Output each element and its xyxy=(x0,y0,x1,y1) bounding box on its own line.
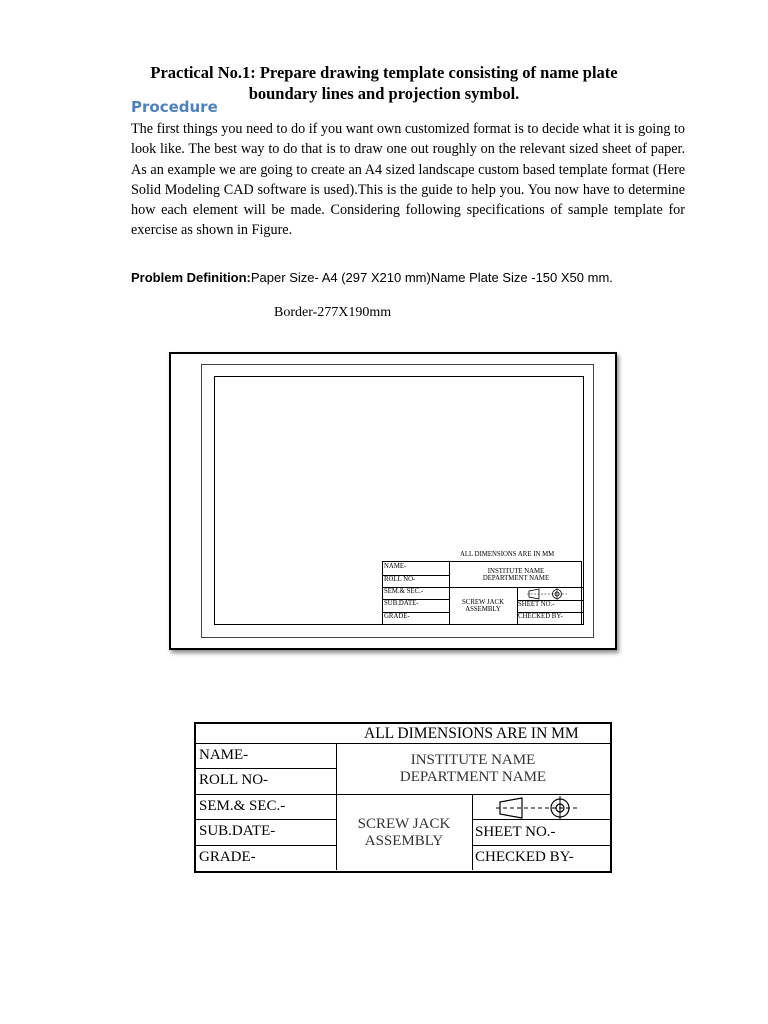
np-line xyxy=(196,819,336,820)
title-line-2: boundary lines and projection symbol. xyxy=(248,84,520,103)
border-spec: Border-277X190mm xyxy=(274,305,392,320)
np-line xyxy=(472,819,610,820)
small-np-checked: CHECKED BY- xyxy=(518,613,563,620)
np-line xyxy=(196,768,336,769)
small-np-assembly-2: ASSEMBLY xyxy=(465,606,501,613)
small-name-plate xyxy=(382,549,582,625)
procedure-paragraph: The first things you need to do if you want own customized format is to decide what it is going to look like. The best way to do that is to draw one out roughly on the relevant sized sheet of paper. As an example we are going to create an A4 sized landscape custom based template format (Here Solid Modeling CAD software is used).This is the guide to help you. You now have to determine how each element will be made. Considering following specifications of sample template for exercise as shown in Figure. xyxy=(131,121,686,239)
title-line-1: Practical No.1: Prepare drawing template consisting of name plate xyxy=(150,63,618,82)
first-angle-projection-icon xyxy=(527,588,567,600)
small-np-assembly-1: SCREW JACK xyxy=(462,599,504,606)
np-checked: CHECKED BY- xyxy=(475,849,574,865)
np-department: DEPARTMENT NAME xyxy=(399,769,547,785)
np-roll: ROLL NO- xyxy=(199,772,269,788)
np-line xyxy=(196,794,610,795)
small-np-roll: ROLL NO- xyxy=(384,576,416,583)
problem-definition xyxy=(131,270,613,285)
np-subdate: SUB.DATE- xyxy=(199,823,276,839)
np-assembly-block xyxy=(336,796,472,870)
small-np-header: ALL DIMENSIONS ARE IN MM xyxy=(460,551,555,558)
np-divider xyxy=(472,794,473,870)
problem-label: Problem Definition: xyxy=(131,270,251,285)
small-np-sheet: SHEET NO.- xyxy=(518,601,555,608)
np-line xyxy=(196,845,336,846)
small-np-frame xyxy=(382,561,582,625)
small-np-name: NAME- xyxy=(384,563,407,570)
small-np-institute: INSTITUTE NAME xyxy=(487,568,545,575)
small-np-sem: SEM.& SEC.- xyxy=(384,588,424,595)
small-np-subdate: SUB.DATE- xyxy=(384,600,419,607)
np-sem: SEM.& SEC.- xyxy=(199,798,286,814)
np-assembly-1: SCREW JACK xyxy=(357,816,451,832)
np-header: ALL DIMENSIONS ARE IN MM xyxy=(364,725,579,742)
page-title xyxy=(0,62,768,104)
small-np-institute-block xyxy=(449,563,583,587)
small-np-assembly-block xyxy=(449,587,517,625)
first-angle-projection-icon xyxy=(496,796,580,820)
procedure-heading: Procedure xyxy=(131,98,218,116)
np-grade: GRADE- xyxy=(199,849,256,865)
np-name: NAME- xyxy=(199,747,249,763)
np-institute-block xyxy=(336,748,610,790)
small-np-grade: GRADE- xyxy=(384,613,410,620)
sheet-figure xyxy=(169,352,617,650)
small-np-department: DEPARTMENT NAME xyxy=(482,575,550,582)
np-sheet: SHEET NO.- xyxy=(475,824,556,840)
np-line xyxy=(472,845,610,846)
name-plate xyxy=(194,722,612,873)
problem-text: Paper Size- A4 (297 X210 mm)Name Plate Size -150 X50 mm. xyxy=(250,270,613,285)
np-assembly-2: ASSEMBLY xyxy=(364,833,444,849)
np-institute: INSTITUTE NAME xyxy=(410,752,536,768)
np-line xyxy=(196,743,610,744)
